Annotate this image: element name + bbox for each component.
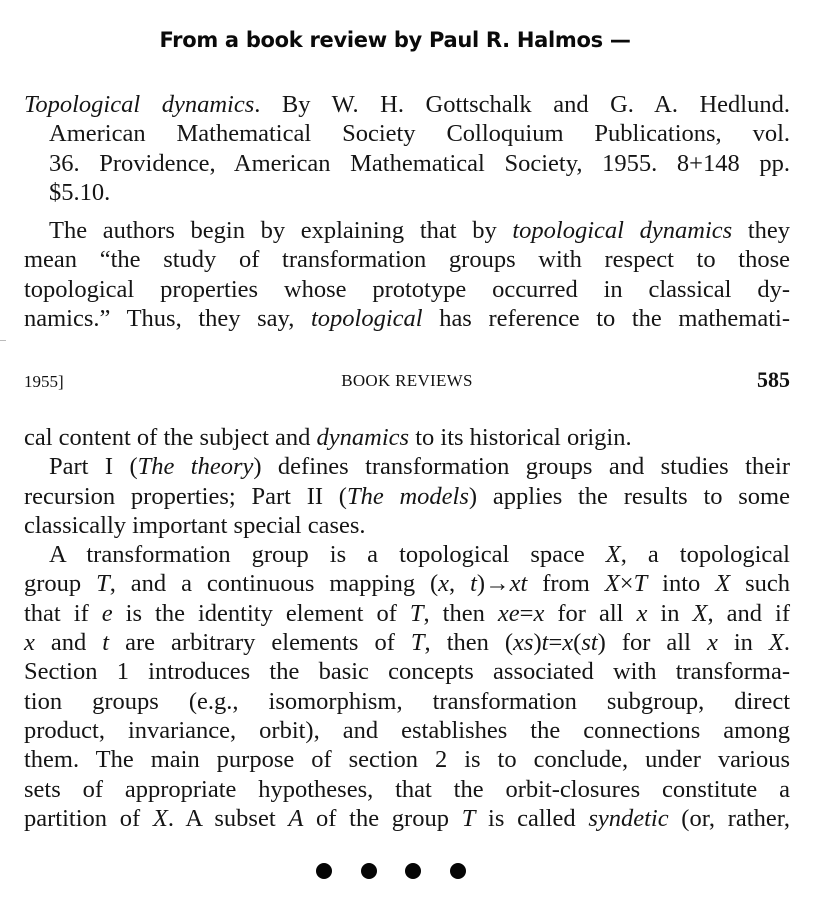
page-heading: From a book review by Paul R. Halmos —	[159, 28, 631, 52]
text-run: (	[573, 629, 582, 657]
italic-text: The models	[346, 482, 469, 510]
italic-text: x	[562, 629, 574, 657]
text-run: partition of	[24, 804, 153, 832]
text-run: =	[519, 599, 534, 627]
text-run: =	[548, 629, 563, 657]
text-run: product, invariance, orbit), and establishes the connections among	[24, 716, 790, 744]
text-line	[24, 687, 790, 716]
text-run: them. The main purpose of section 2 is to conclude, under various	[24, 746, 790, 774]
text-run: to its historical origin.	[409, 424, 632, 451]
italic-text: X	[692, 599, 708, 627]
running-head-section: BOOK REVIEWS	[341, 371, 473, 390]
bullet-dot-icon	[316, 863, 332, 879]
text-line	[24, 245, 790, 274]
italic-text: t	[470, 570, 477, 598]
italic-text: X	[605, 541, 621, 569]
italic-text: xt	[509, 570, 528, 598]
text-run: . A subset	[167, 804, 289, 832]
bullet-dot-icon	[405, 863, 421, 879]
text-run: ,	[449, 570, 471, 598]
italic-text: X	[604, 570, 620, 598]
review-paragraph-intro	[24, 216, 790, 333]
text-line	[24, 540, 790, 569]
text-run: , then	[423, 599, 498, 627]
italic-text: t	[102, 629, 110, 657]
text-line	[24, 716, 790, 745]
text-line	[24, 657, 790, 686]
text-run: group	[24, 570, 97, 598]
italic-text: topological	[310, 304, 423, 332]
italic-text: T	[461, 804, 476, 832]
text-line	[24, 452, 790, 481]
italic-text: x	[706, 629, 718, 657]
citation-line	[24, 119, 790, 148]
text-run: namics.” Thus, they say,	[24, 304, 311, 332]
review-paragraph-body	[24, 423, 790, 833]
italic-text: X	[768, 629, 784, 657]
text-run: tion groups (e.g., isomorphism, transformation subgroup, direct	[24, 687, 790, 715]
text-run: , and if	[707, 599, 791, 627]
text-run: )→	[476, 570, 510, 598]
text-line	[24, 275, 790, 304]
italic-text: xe	[497, 599, 520, 627]
text-run: into	[647, 570, 716, 598]
text-run: topological properties whose prototype occurred in classical dy-	[24, 275, 790, 303]
text-line	[24, 511, 790, 540]
text-run: The authors begin by explaining that by	[49, 217, 513, 244]
italic-text: e	[101, 599, 113, 627]
text-run: recursion properties; Part II (	[24, 482, 347, 510]
text-line	[24, 775, 790, 804]
page-edge-mark	[0, 340, 6, 341]
text-run: classically important special cases.	[24, 511, 366, 539]
text-line	[24, 599, 790, 628]
text-run: $5.10.	[49, 178, 111, 206]
text-run: in	[647, 599, 693, 627]
ellipsis-dots	[316, 863, 466, 881]
text-run: in	[717, 629, 769, 657]
bullet-dot-icon	[450, 863, 466, 879]
italic-text: topological dynamics	[512, 217, 733, 244]
citation-line	[24, 178, 790, 207]
italic-text: T	[96, 570, 110, 598]
text-run: A transformation group is a topological space	[49, 541, 606, 569]
text-run: is the identity element of	[112, 599, 410, 627]
text-run: sets of appropriate hypotheses, that the orbit-closures constitute a	[24, 775, 790, 803]
text-line	[24, 804, 790, 833]
italic-text: The theory	[137, 453, 254, 481]
text-run: they	[732, 217, 791, 244]
text-run: ×	[619, 570, 634, 598]
italic-text: t	[541, 629, 549, 657]
text-run: Part I (	[49, 453, 138, 481]
italic-text: x	[24, 629, 35, 657]
italic-text: X	[152, 804, 168, 832]
text-run: is called	[475, 804, 589, 832]
text-run: ) applies the results to some	[468, 482, 790, 510]
text-run: American Mathematical Society Colloquium Publications, vol.	[49, 120, 790, 148]
italic-text: T	[633, 570, 648, 598]
italic-text: dynamics	[316, 424, 410, 451]
italic-text: x	[636, 599, 648, 627]
text-run: mean “the study of transformation groups with respect to those	[24, 246, 790, 274]
bullet-dot-icon	[361, 863, 377, 879]
text-run: from	[527, 570, 605, 598]
text-run: for all	[544, 599, 637, 627]
text-run: that if	[24, 599, 102, 627]
text-run: such	[730, 570, 790, 598]
running-head-year: 1955]	[24, 372, 64, 391]
italic-text: xs	[513, 629, 534, 657]
italic-text: A	[288, 804, 304, 832]
italic-text: X	[715, 570, 731, 598]
italic-text: st	[581, 629, 598, 657]
text-line	[24, 628, 790, 657]
text-run: has reference to the mathemati-	[422, 304, 790, 332]
text-run: Section 1 introduces the basic concepts associated with transforma-	[24, 658, 790, 686]
text-run: , and a continuous mapping (	[109, 570, 439, 598]
citation-line	[24, 90, 790, 119]
text-run: , then (	[424, 629, 514, 657]
text-line	[24, 482, 790, 511]
italic-text: x	[533, 599, 545, 627]
page-number: 585	[757, 367, 790, 392]
text-line	[24, 569, 790, 598]
text-run: )	[533, 629, 542, 657]
book-citation	[24, 90, 790, 207]
citation-line	[24, 149, 790, 178]
text-line	[24, 216, 790, 245]
text-run: .	[783, 629, 790, 657]
text-run: ) defines transformation groups and studies their	[253, 453, 790, 481]
text-line	[24, 745, 790, 774]
text-run: . By W. H. Gottschalk and G. A. Hedlund.	[254, 91, 790, 118]
italic-text: syndetic	[588, 804, 669, 832]
running-head	[24, 366, 790, 396]
text-line	[24, 423, 790, 452]
text-run: (or, rather,	[668, 804, 791, 832]
italic-text: Topological dynamics	[24, 91, 255, 118]
italic-text: x	[438, 570, 450, 598]
text-run: cal content of the subject and	[24, 424, 317, 451]
text-run: ) for all	[597, 629, 707, 657]
text-run: 36. Providence, American Mathematical Society, 1955. 8+148 pp.	[49, 149, 790, 177]
text-run: are arbitrary elements of	[109, 629, 411, 657]
text-run: , a topological	[620, 541, 790, 569]
text-run: and	[34, 629, 103, 657]
italic-text: T	[409, 599, 424, 627]
text-line	[24, 304, 790, 333]
italic-text: T	[410, 629, 425, 657]
text-run: of the group	[303, 804, 462, 832]
